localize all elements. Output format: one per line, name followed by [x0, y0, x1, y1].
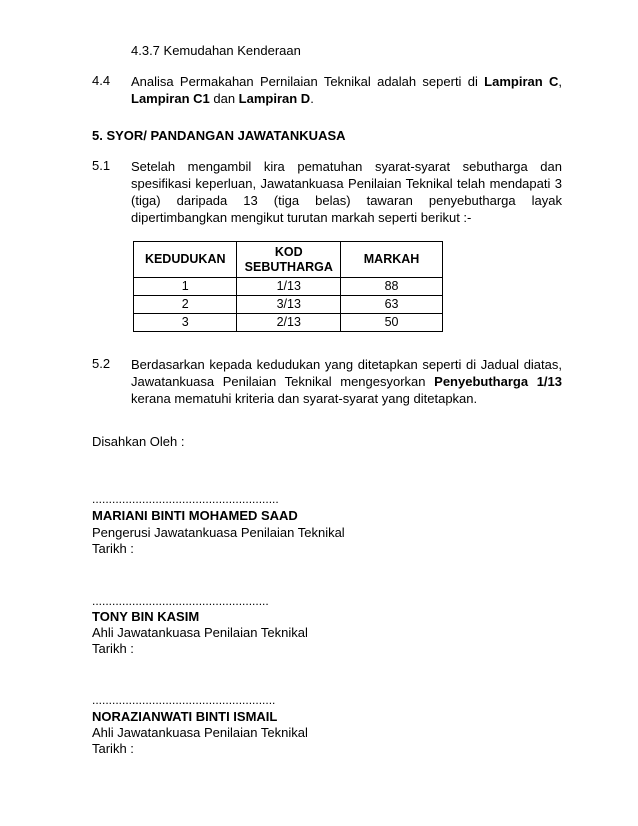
paragraph-5-1-line-1: Setelah mengambil kira pematuhan syarat-syarat sebutharga dan spesifikasi [131, 159, 562, 191]
section-5-heading: 5. SYOR/ PANDANGAN JAWATANKUASA [92, 128, 346, 143]
sub-item-4-3-7: 4.3.7 Kemudahan Kenderaan [131, 43, 301, 58]
lampiran-c-ref: Lampiran C [484, 74, 559, 89]
item-number-4-4: 4.4 [92, 73, 111, 88]
signatory-1-role: Pengerusi Jawatankuasa Penilaian Teknikal [92, 525, 345, 540]
signatory-3-role: Ahli Jawatankuasa Penilaian Teknikal [92, 725, 308, 740]
text-span: dan [209, 91, 239, 106]
signatory-2-name: TONY BIN KASIM [92, 609, 200, 624]
text-span: Jawatankuasa Penilaian Teknikal mengesyorkan [131, 374, 435, 389]
code-cell: 1/13 [237, 278, 341, 296]
item-number-5-2: 5.2 [92, 356, 111, 371]
header-markah: MARKAH [341, 242, 443, 278]
paragraph-5-1 [131, 158, 562, 226]
approved-by-label: Disahkan Oleh : [92, 434, 185, 449]
paragraph-5-2-line-1: Berdasarkan kepada kedudukan yang ditetapkan seperti di Jadual diatas, [131, 357, 562, 372]
signature-line-3: ....................................................... [92, 693, 276, 707]
text-span: . [310, 91, 314, 106]
item-number-5-1: 5.1 [92, 158, 111, 173]
header-kod-sebutharga: KOD SEBUTHARGA [237, 242, 341, 278]
paragraph-5-1-line-3: daripada 13 (tiga belas) tawaran penyebutharga layak dipertimbangkan [131, 193, 562, 225]
table-header-row [134, 242, 443, 278]
signatory-3-date-label: Tarikh : [92, 741, 134, 756]
paragraph-4-4-line-2 [131, 91, 314, 106]
paragraph-4-4-line-1 [131, 74, 562, 89]
paragraph-5-2-line-2 [131, 374, 562, 389]
score-cell: 50 [341, 314, 443, 332]
paragraph-5-2 [131, 356, 562, 407]
paragraph-4-4 [131, 73, 562, 107]
score-cell: 88 [341, 278, 443, 296]
signatory-2-date-label: Tarikh : [92, 641, 134, 656]
recommended-bidder: Penyebutharga 1/13 [434, 374, 563, 389]
signatory-1-date-label: Tarikh : [92, 541, 134, 556]
header-kedudukan: KEDUDUKAN [134, 242, 237, 278]
signatory-3-name: NORAZIANWATI BINTI ISMAIL [92, 709, 278, 724]
paragraph-5-1-line-2: keperluan, Jawatankuasa Penilaian Teknikal telah mendapati 3 (tiga) [131, 176, 562, 208]
ranking-table [133, 241, 443, 332]
signatory-2-role: Ahli Jawatankuasa Penilaian Teknikal [92, 625, 308, 640]
signatory-1-name: MARIANI BINTI MOHAMED SAAD [92, 508, 298, 523]
code-cell: 3/13 [237, 296, 341, 314]
lampiran-d-ref: Lampiran D [238, 91, 311, 106]
signature-line-1: ........................................................ [92, 492, 279, 506]
table-row [134, 278, 443, 296]
text-span: , [558, 74, 562, 89]
text-span: Analisa Permakahan Pernilaian Teknikal adalah seperti di [131, 74, 485, 89]
rank-cell: 1 [134, 278, 237, 296]
rank-cell: 2 [134, 296, 237, 314]
table-row [134, 314, 443, 332]
signature-line-2: ..................................................... [92, 594, 269, 608]
paragraph-5-2-line-3: kerana mematuhi kriteria dan syarat-syarat yang ditetapkan. [131, 391, 478, 406]
score-cell: 63 [341, 296, 443, 314]
table-row [134, 296, 443, 314]
rank-cell: 3 [134, 314, 237, 332]
lampiran-c1-ref: Lampiran C1 [131, 91, 210, 106]
paragraph-5-1-line-4: mengikut turutan markah seperti berikut :- [230, 210, 472, 225]
code-cell: 2/13 [237, 314, 341, 332]
